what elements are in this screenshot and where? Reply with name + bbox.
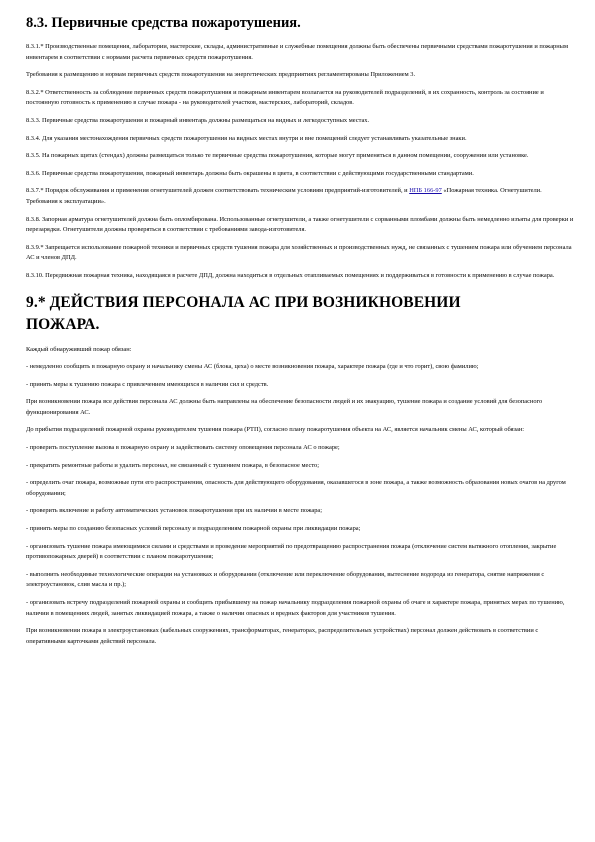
shift-chief-duties-list [26, 443, 574, 619]
paragraph-general-actions: При возникновении пожара все действия персонала АС должны быть направлены на обеспечение безопасности людей и их эвакуацию, тушение пожара и создание условий для безопасного функционирования АС. [26, 398, 543, 416]
list-item: - выполнить необходимые технологические операции на установках и оборудовании (отключение или переключение оборудования, вытеснение водорода из генератора, снятие напряжения с электроустановок, слив масла и пр.); [26, 570, 545, 589]
list-item: - организовать тушение пожара имеющимися силами и средствами и проведение мероприятий по предотвращению распространения пожара (отключение систем вытяжного отопления, закрытие противопожарных дверей) в соответствии с планом пожаротушения; [26, 542, 557, 561]
duty-item-2: - принять меры к тушению пожара с привлечением имеющихся в наличии сил и средств. [26, 380, 269, 388]
list-item: - принять меры по созданию безопасных условий персоналу и подразделениям пожарной охраны при ликвидации пожара; [26, 525, 361, 533]
paragraph-8-3-7-text-after: «Пожарная техника. Огнетушители. Требования к эксплуатации». [26, 187, 542, 205]
list-item: - прекратить ремонтные работы и удалить персонал, не связанный с тушением пожара, в безопасное место; [26, 461, 320, 469]
paragraph-8-3-9: 8.3.9.* Запрещается использование пожарной техники и первичных средств тушения пожара для хозяйственных и производственных нужд, не связанных с тушением пожара или обучением персонала АС и членов ДПД. [26, 243, 572, 262]
list-item: - проверить включение и работу автоматических установок пожаротушения при их наличии в месте пожара; [26, 507, 323, 515]
paragraph-8-3-1: 8.3.1.* Производственные помещения, лаборатории, мастерские, склады, административные и служебные помещения должны быть обеспечены первичными средствами пожаротушения и пожарным инвентарем в соответствии с нормами расчета первичных средств пожаротушения. [26, 43, 569, 61]
paragraph-shift-chief: До прибытия подразделений пожарной охраны руководителем тушения пожара (РТП), согласно плану пожаротушения объекта на АС, является начальник смены АС, который обязан: [26, 426, 525, 434]
duty-item-1: - немедленно сообщить в пожарную охрану и начальнику смены АС (блока, цеха) о месте возникновения пожара, характере пожара (где и что горит), свою фамилию; [26, 363, 479, 371]
paragraph-8-3-5: 8.3.5. На пожарных щитах (стендах) должны размещаться только те первичные средства пожаротушения, которые могут применяться в данном помещении, сооружении или установке. [26, 152, 529, 160]
paragraph-appendix-3: Требования к размещению и нормам первичных средств пожаротушения на энергетических предприятиях регламентированы Приложением 3. [26, 71, 416, 79]
section-heading-8-3: 8.3. Первичные средства пожаротушения. [26, 15, 301, 31]
paragraph-8-3-3: 8.3.3. Первичные средства пожаротушения и пожарный инвентарь должны размещаться на видных и легкодоступных местах. [26, 116, 370, 124]
paragraph-8-3-8: 8.3.8. Запорная арматура огнетушителей должна быть опломбирована. Использованные огнетушители, а также огнетушители с сорванными пломбами должны быть немедленно изъяты для проверки и перезарядки. Огнетушители должны проверяться в соответствии с требованиями завода-изготовителя. [26, 215, 574, 234]
document-page [26, 14, 574, 654]
list-item: - организовать встречу подразделений пожарной охраны и сообщить прибывшему на пожар начальнику подразделения пожарной охраны об очаге и характере пожара, принятых мерах по тушению, наличии в помещениях людей, занятых ликвидацией пожара, а также о наличии опасных и вредных факторов для участников тушения. [26, 599, 565, 617]
paragraph-8-3-2: 8.3.2.* Ответственность за соблюдение первичных средств пожаротушения и пожарным инвентарем возлагается на руководителей подразделений, в их сохранность, контроль за состояние и постоянную готовность к применению в случае пожара - на руководителей участков, мастерских, лабораторий, складов. [26, 88, 544, 107]
section-heading-9: 9.* ДЕЙСТВИЯ ПЕРСОНАЛА АС ПРИ ВОЗНИКНОВЕНИИ ПОЖАРА. [26, 293, 461, 333]
paragraph-8-3-7-text-before: 8.3.7.* Порядок обслуживания и применения огнетушителей должен соответствовать техническим условиям предприятий-изготовителей, и [26, 187, 410, 195]
paragraph-8-3-10: 8.3.10. Передвижная пожарная техника, находящаяся в расчете ДПД, должна находиться в отдельных отапливаемых помещениях и поддерживаться в готовности к применению в случае пожара. [26, 271, 555, 279]
paragraph-8-3-4: 8.3.4. Для указания местонахождения первичных средств пожаротушения на видных местах внутри и вне помещений следует устанавливать указательные знаки. [26, 134, 467, 142]
npb-166-97-link[interactable]: НПБ 166-97 [409, 187, 442, 195]
paragraph-electrical-installations: При возникновении пожара в электроустановках (кабельных сооружениях, трансформаторах, генераторах, распределительных устройствах) персонал должен действовать в соответствии с оперативными карточками действий персонала. [26, 627, 539, 645]
paragraph-8-3-7 [26, 186, 574, 207]
paragraph-intro: Каждый обнаруживший пожар обязан: [26, 345, 132, 353]
list-item: - определить очаг пожара, возможные пути его распространения, опасность для действующего оборудования, оказавшегося в зоне пожара, а также возможность образования новых очагов на другом оборудовании; [26, 479, 566, 497]
list-item: - проверить поступление вызова в пожарную охрану и задействовать систему оповещения персонала АС о пожаре; [26, 444, 340, 452]
paragraph-8-3-6: 8.3.6. Первичные средства пожаротушения, пожарный инвентарь должны быть окрашены в цвета, в соответствии с действующими государственными стандартами. [26, 169, 474, 177]
